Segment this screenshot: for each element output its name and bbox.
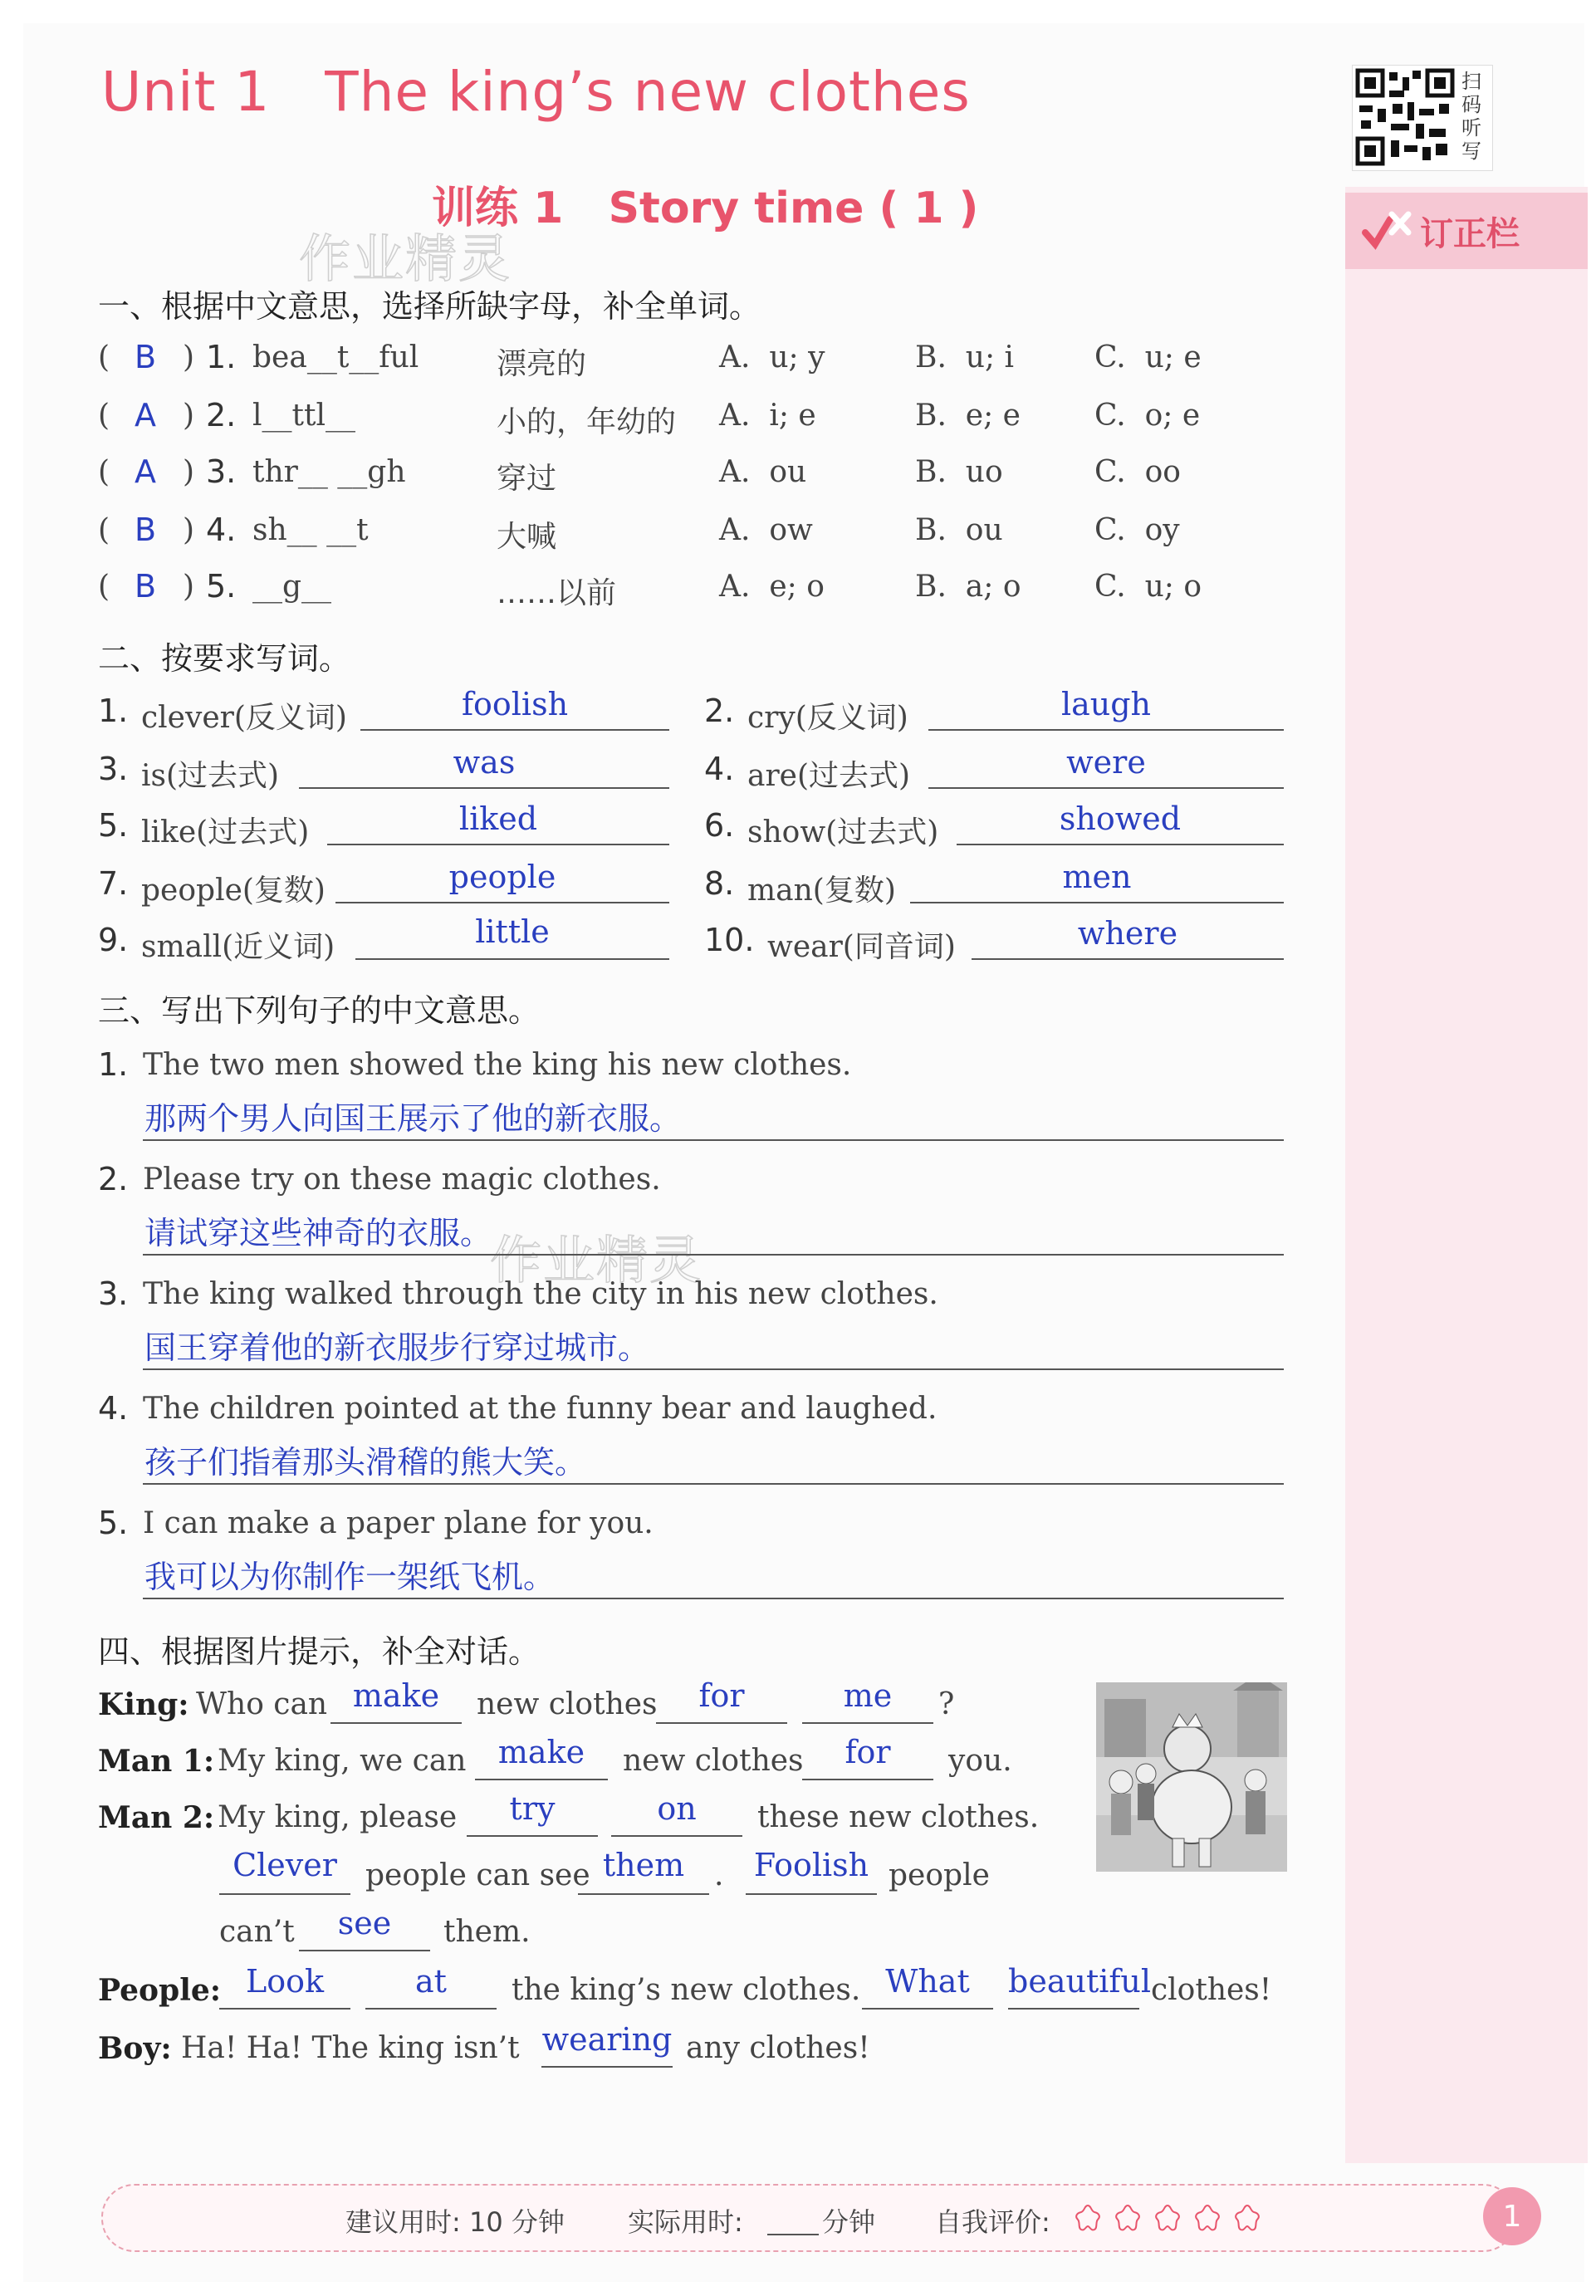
- unit-title: Unit 1 The king’s new clothes: [101, 60, 971, 124]
- speaker-label: Man 1:: [98, 1744, 215, 1779]
- dialogue-text: you.: [948, 1744, 1012, 1778]
- answer-line: [1008, 2008, 1139, 2010]
- word-prompt: small(近义词): [141, 930, 335, 964]
- rating-star-icon[interactable]: [1232, 2203, 1262, 2233]
- answer-text: was: [453, 744, 516, 781]
- option-c: C. o; e: [1094, 399, 1201, 433]
- story-illustration: [1096, 1682, 1287, 1872]
- chinese-translation: 我可以为你制作一架纸飞机。: [144, 1559, 556, 1595]
- rating-star-icon[interactable]: [1192, 2203, 1222, 2233]
- answer-choice: B: [134, 339, 157, 375]
- option-b: B. e; e: [915, 399, 1021, 433]
- option-a: A. ow: [719, 513, 813, 547]
- item-number: 7.: [98, 865, 129, 902]
- word-prompt: show(过去式): [747, 815, 939, 849]
- answer-line: [355, 958, 669, 960]
- answer-text: men: [1062, 859, 1132, 895]
- dialogue-text: new clothes: [623, 1744, 804, 1778]
- option-b: B. u; i: [915, 340, 1015, 375]
- section4-heading: 四、根据图片提示，补全对话。: [98, 1633, 541, 1670]
- rating-star-icon[interactable]: [1153, 2203, 1182, 2233]
- item-number: 5.: [206, 568, 237, 605]
- incomplete-word: __g__: [252, 570, 332, 604]
- dialogue-text: My king, please: [218, 1800, 458, 1834]
- answer-text: liked: [458, 800, 538, 837]
- word-prompt: are(过去式): [747, 759, 911, 793]
- answer-line: [541, 2066, 673, 2068]
- item-number: 3.: [98, 751, 129, 787]
- answer-bracket: ): [183, 399, 195, 433]
- item-number: 1.: [98, 693, 129, 729]
- incomplete-word: thr__ __gh: [252, 455, 406, 489]
- item-number: 3.: [206, 453, 237, 490]
- item-number: 5.: [98, 1505, 129, 1541]
- item-number: 1.: [206, 339, 237, 375]
- answer-text: where: [1077, 915, 1178, 952]
- option-a: A. ou: [719, 455, 807, 489]
- answer-text: people: [448, 859, 556, 895]
- actual-time-unit: 分钟: [822, 2206, 876, 2238]
- answer-line: [360, 729, 669, 731]
- answer-line: [299, 787, 669, 789]
- answer-bracket: (: [98, 570, 110, 604]
- answer-text: little: [475, 913, 550, 950]
- answer-line: [928, 787, 1284, 789]
- item-number: 9.: [98, 922, 129, 958]
- dialogue-text: new clothes: [477, 1687, 658, 1721]
- answer-bracket: (: [98, 340, 110, 375]
- answer-line: [746, 1893, 877, 1895]
- watermark: 作业精灵: [490, 1230, 703, 1290]
- chinese-meaning: 漂亮的: [497, 347, 587, 381]
- answer-line: [656, 1722, 787, 1724]
- answer-line: [143, 1368, 1284, 1370]
- qr-label: 扫码听写: [1461, 70, 1481, 163]
- answer-line: [910, 902, 1284, 903]
- dialogue-text: .: [714, 1858, 724, 1892]
- chinese-translation: 请试穿这些神奇的衣服。: [144, 1215, 492, 1251]
- answer-line: [143, 1254, 1284, 1256]
- section1-heading: 一、根据中文意思，选择所缺字母，补全单词。: [98, 288, 761, 325]
- answer-text: at: [415, 1963, 447, 2000]
- answer-line: [862, 2008, 993, 2010]
- item-number: 10.: [704, 922, 755, 958]
- option-a: A. e; o: [719, 570, 825, 604]
- dialogue-text: them.: [443, 1915, 531, 1949]
- dialogue-text: clothes!: [1151, 1973, 1272, 2007]
- rating-star-icon[interactable]: [1073, 2203, 1103, 2233]
- answer-text: foolish: [461, 686, 569, 722]
- item-number: 4.: [206, 512, 237, 548]
- watermark: 作业精灵: [299, 228, 512, 289]
- answer-line: [143, 1598, 1284, 1599]
- answer-text: on: [657, 1790, 697, 1827]
- word-prompt: clever(反义词): [141, 701, 347, 735]
- english-sentence: The two men showed the king his new clothes.: [143, 1048, 852, 1082]
- rating-star-icon[interactable]: [1113, 2203, 1143, 2233]
- answer-line: [143, 1139, 1284, 1141]
- answer-text: laugh: [1060, 686, 1152, 722]
- answer-line: [475, 1779, 608, 1780]
- answer-line: [219, 1893, 350, 1895]
- suggested-time: 建议用时: 10 分钟: [345, 2206, 565, 2238]
- dialogue-text: these new clothes.: [757, 1800, 1040, 1834]
- answer-text: Foolish: [753, 1847, 869, 1883]
- item-number: 4.: [704, 751, 735, 787]
- dialogue-text: ?: [938, 1687, 955, 1721]
- correction-column-label: 订正栏: [1420, 214, 1520, 253]
- answer-choice: A: [135, 397, 156, 433]
- speaker-label: Man 2:: [98, 1800, 215, 1835]
- dialogue-text: any clothes!: [686, 2031, 870, 2065]
- answer-line: [467, 1835, 598, 1837]
- item-number: 2.: [704, 693, 735, 729]
- answer-line: [802, 1722, 933, 1724]
- answer-text: Look: [245, 1963, 325, 2000]
- answer-text: them: [602, 1847, 685, 1883]
- check-cross-icon: [1362, 208, 1413, 254]
- chinese-meaning: 穿过: [497, 462, 557, 496]
- option-c: C. u; e: [1094, 340, 1202, 375]
- answer-text: showed: [1059, 800, 1182, 837]
- answer-line: [299, 1950, 430, 1951]
- section2-heading: 二、按要求写词。: [98, 640, 351, 677]
- answer-bracket: (: [98, 399, 110, 433]
- answer-text: for: [845, 1734, 891, 1770]
- answer-choice: B: [134, 568, 157, 605]
- answer-line: [957, 844, 1284, 845]
- actual-time-field[interactable]: [767, 2234, 819, 2235]
- answer-bracket: ): [183, 570, 195, 604]
- actual-time-label: 实际用时:: [628, 2206, 743, 2238]
- answer-line: [972, 958, 1284, 960]
- answer-bracket: (: [98, 455, 110, 489]
- item-number: 1.: [98, 1046, 129, 1083]
- answer-text: try: [509, 1790, 556, 1827]
- answer-text: see: [337, 1905, 392, 1941]
- word-prompt: man(复数): [747, 874, 896, 908]
- dialogue-text: Ha! Ha! The king isn’t: [181, 2031, 520, 2065]
- item-number: 6.: [704, 807, 735, 844]
- word-prompt: cry(反义词): [747, 701, 908, 735]
- answer-choice: B: [134, 512, 157, 548]
- page-number: 1: [1483, 2187, 1541, 2245]
- dialogue-text: people: [889, 1858, 990, 1892]
- self-evaluation-label: 自我评价:: [935, 2206, 1050, 2238]
- word-prompt: wear(同音词): [767, 930, 956, 964]
- answer-line: [219, 2008, 350, 2010]
- dialogue-text: the king’s new clothes.: [512, 1973, 861, 2007]
- chinese-translation: 那两个男人向国王展示了他的新衣服。: [144, 1100, 682, 1137]
- answer-line: [611, 1835, 742, 1837]
- item-number: 2.: [206, 397, 237, 433]
- answer-line: [327, 844, 669, 845]
- dialogue-text: My king, we can: [218, 1744, 467, 1778]
- item-number: 4.: [98, 1390, 129, 1427]
- section3-heading: 三、写出下列句子的中文意思。: [98, 992, 541, 1029]
- option-c: C. oy: [1094, 513, 1180, 547]
- option-b: B. ou: [915, 513, 1003, 547]
- option-b: B. uo: [915, 455, 1003, 489]
- answer-bracket: ): [183, 513, 195, 547]
- option-c: C. u; o: [1094, 570, 1202, 604]
- option-a: A. u; y: [719, 340, 825, 375]
- word-prompt: is(过去式): [141, 759, 280, 793]
- answer-line: [330, 1722, 462, 1724]
- option-c: C. oo: [1094, 455, 1181, 489]
- english-sentence: I can make a paper plane for you.: [143, 1506, 654, 1540]
- footer-bar: [101, 2184, 1516, 2252]
- chinese-translation: 国王穿着他的新衣服步行穿过城市。: [144, 1329, 650, 1366]
- correction-column: [1345, 187, 1588, 2163]
- dialogue-text: people can see: [365, 1858, 590, 1892]
- word-prompt: people(复数): [141, 874, 326, 908]
- answer-text: for: [698, 1677, 745, 1714]
- english-sentence: Please try on these magic clothes.: [143, 1163, 661, 1197]
- answer-line: [578, 1893, 709, 1895]
- answer-text: Clever: [233, 1847, 337, 1883]
- answer-text: wearing: [541, 2021, 673, 2058]
- answer-text: were: [1066, 744, 1146, 781]
- answer-text: make: [352, 1677, 440, 1714]
- answer-text: beautiful: [1008, 1963, 1152, 2000]
- answer-line: [365, 2008, 497, 2010]
- answer-bracket: ): [183, 455, 195, 489]
- incomplete-word: bea__t__ful: [252, 340, 419, 375]
- speaker-label: People:: [98, 1973, 222, 2008]
- correction-column-tab: [1345, 193, 1588, 269]
- lesson-title: 训练 1 Story time ( 1 ): [432, 184, 979, 233]
- option-b: B. a; o: [915, 570, 1021, 604]
- item-number: 2.: [98, 1161, 129, 1197]
- chinese-translation: 孩子们指着那头滑稽的熊大笑。: [144, 1444, 587, 1481]
- incomplete-word: l__ttl__: [252, 399, 355, 433]
- answer-bracket: ): [183, 340, 195, 375]
- chinese-meaning: 小的，年幼的: [497, 405, 677, 439]
- item-number: 8.: [704, 865, 735, 902]
- king-parade-image: [1096, 1682, 1287, 1872]
- answer-choice: A: [135, 453, 156, 490]
- answer-text: me: [843, 1677, 893, 1714]
- english-sentence: The children pointed at the funny bear and laughed.: [143, 1392, 938, 1426]
- answer-line: [143, 1483, 1284, 1485]
- item-number: 5.: [98, 807, 129, 844]
- answer-line: [928, 729, 1284, 731]
- chinese-meaning: ……以前: [497, 576, 617, 610]
- item-number: 3.: [98, 1275, 129, 1312]
- dialogue-text: Who can: [196, 1687, 328, 1721]
- answer-bracket: (: [98, 513, 110, 547]
- dialogue-text: can’t: [219, 1915, 295, 1949]
- incomplete-word: sh__ __t: [252, 513, 369, 547]
- option-a: A. i; e: [719, 399, 816, 433]
- answer-line: [802, 1779, 933, 1780]
- answer-text: make: [497, 1734, 585, 1770]
- english-sentence: The king walked through the city in his new clothes.: [143, 1277, 938, 1311]
- answer-line: [335, 902, 669, 903]
- speaker-label: King:: [98, 1687, 189, 1722]
- chinese-meaning: 大喊: [497, 520, 557, 554]
- answer-text: What: [885, 1963, 970, 2000]
- word-prompt: like(过去式): [141, 815, 310, 849]
- speaker-label: Boy:: [98, 2031, 172, 2066]
